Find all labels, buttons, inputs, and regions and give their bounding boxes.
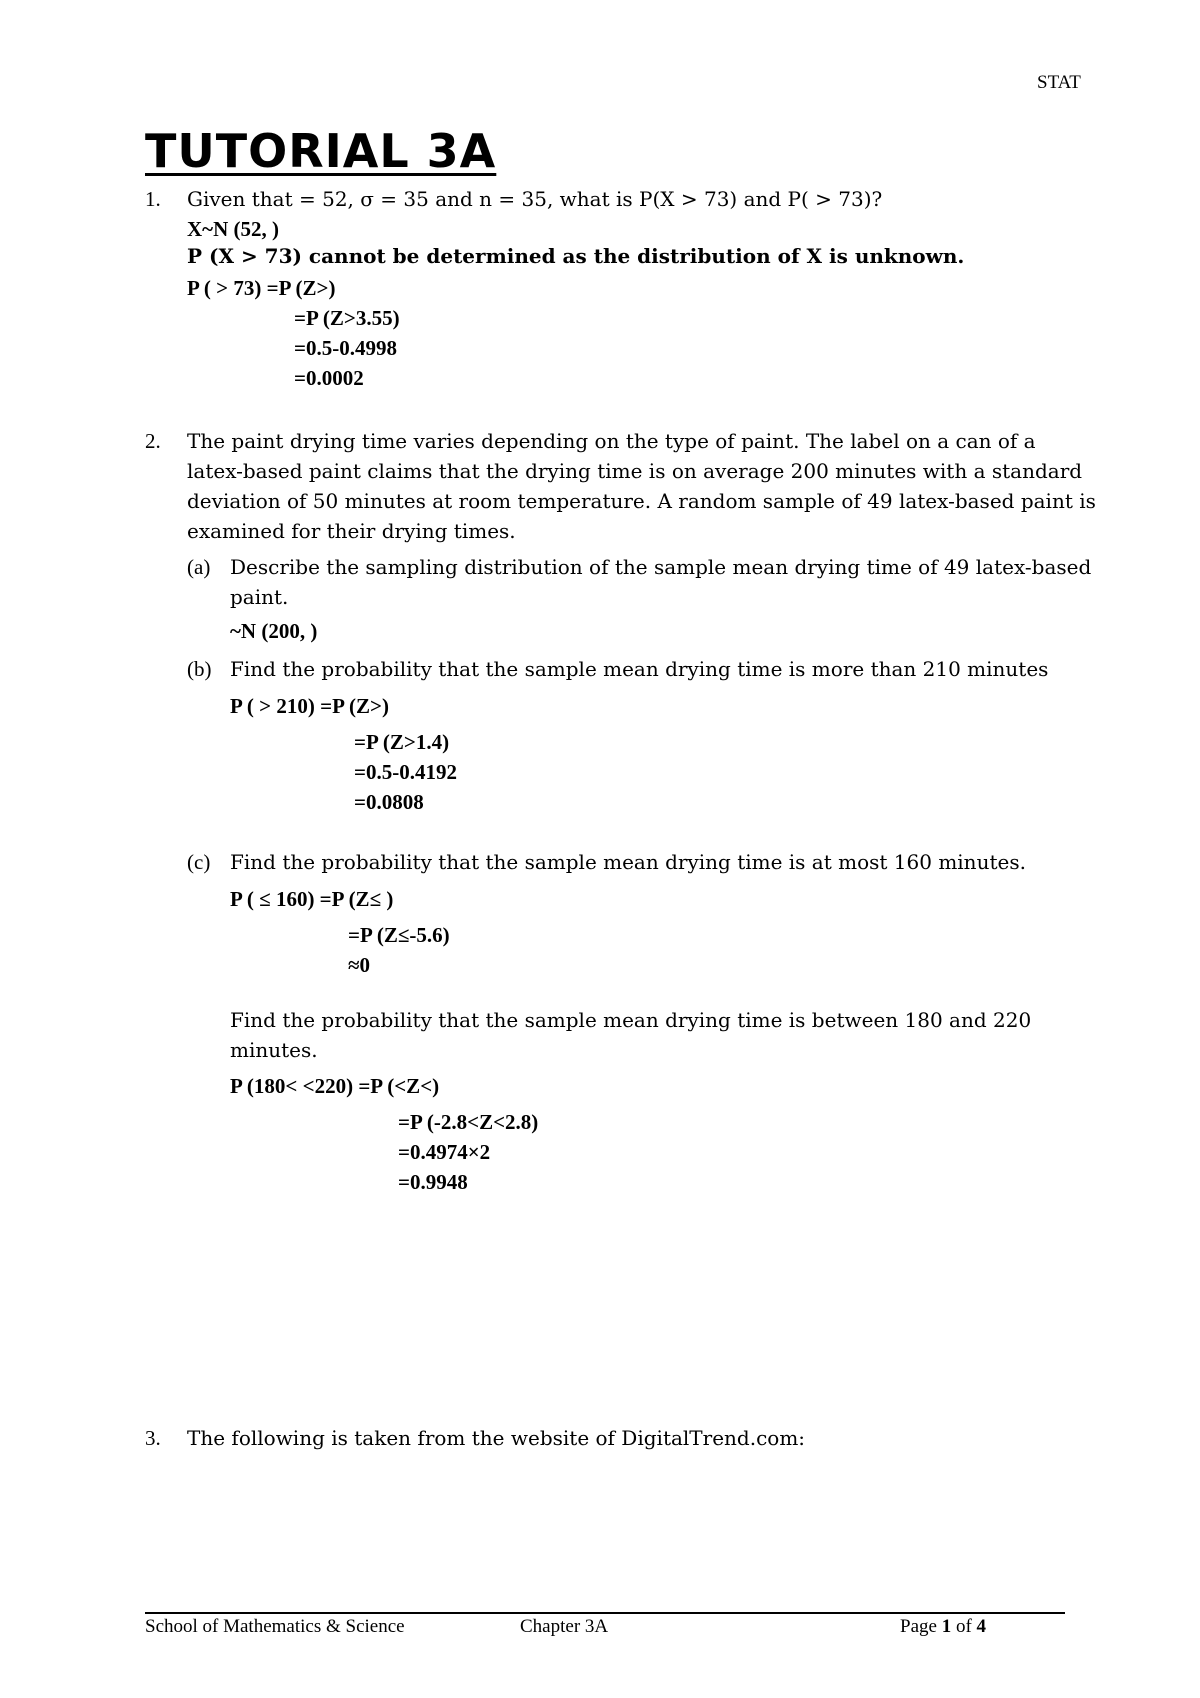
- q2a-line: Describe the sampling distribution of the sample mean drying time of 49 latex-based: [230, 555, 1092, 579]
- q2d-work-line: P (180< <220) =P (<Z<): [230, 1074, 440, 1098]
- q2d-line: Find the probability that the sample mean drying time is between 180 and 220: [230, 1008, 1032, 1032]
- q2b-label: (b): [187, 657, 212, 681]
- q3-text: The following is taken from the website of DigitalTrend.com:: [187, 1426, 806, 1450]
- header-label: STAT: [1037, 72, 1081, 93]
- q2-line: deviation of 50 minutes at room temperature. A random sample of 49 latex-based paint is: [187, 489, 1096, 513]
- q2d-work-line: =0.4974×2: [398, 1140, 491, 1164]
- q2b-work-line: =P (Z>1.4): [354, 730, 450, 754]
- q2-line: The paint drying time varies depending on the type of paint. The label on a can of a: [187, 429, 1036, 453]
- q1-note: P (X > 73) cannot be determined as the distribution of X is unknown.: [187, 244, 965, 268]
- q2b-work-line: =0.5-0.4192: [354, 760, 457, 784]
- q1-work-line: P ( > 73) =P (Z>): [187, 276, 336, 300]
- q2b-work-line: P ( > 210) =P (Z>): [230, 694, 389, 718]
- q1-work-line: =0.0002: [294, 366, 364, 390]
- q2d-work-line: =P (-2.8<Z<2.8): [398, 1110, 539, 1134]
- footer-school: School of Mathematics & Science: [145, 1616, 405, 1637]
- q2b-work-line: =0.0808: [354, 790, 424, 814]
- q2d-work-line: =0.9948: [398, 1170, 468, 1194]
- q2a-line: paint.: [230, 585, 289, 609]
- q1-work-line: =0.5-0.4998: [294, 336, 397, 360]
- q2-line: latex-based paint claims that the drying time is on average 200 minutes with a standard: [187, 459, 1083, 483]
- q1-work-line: =P (Z>3.55): [294, 306, 400, 330]
- footer-chapter: Chapter 3A: [520, 1616, 609, 1637]
- footer-page-number: [900, 1616, 986, 1638]
- q1-text: Given that = 52, σ = 35 and n = 35, what is P(X > 73) and P( > 73)?: [187, 187, 883, 211]
- q2-line: examined for their drying times.: [187, 519, 516, 543]
- q3-number: 3.: [145, 1426, 161, 1450]
- page-title: TUTORIAL 3A: [145, 124, 497, 178]
- footer-page-prefix: Page: [900, 1616, 942, 1637]
- q2c-work-line: =P (Z≤-5.6): [348, 923, 450, 947]
- q2a-label: (a): [187, 555, 211, 579]
- q2c-label: (c): [187, 850, 211, 874]
- q2a-answer: ~N (200, ): [230, 619, 318, 643]
- q1-number: 1.: [145, 187, 161, 211]
- footer-page-total: 4: [976, 1616, 987, 1637]
- q1-dist: X~N (52, ): [187, 217, 279, 241]
- q2c-work-line: P ( ≤ 160) =P (Z≤ ): [230, 887, 394, 911]
- q2c-work-line: ≈0: [348, 953, 371, 977]
- q2b-text: Find the probability that the sample mean drying time is more than 210 minutes: [230, 657, 1049, 681]
- q2c-text: Find the probability that the sample mean drying time is at most 160 minutes.: [230, 850, 1026, 874]
- q2-number: 2.: [145, 429, 161, 453]
- q2d-line: minutes.: [230, 1038, 318, 1062]
- footer-page-current: 1: [941, 1616, 952, 1637]
- footer-page-of: of: [951, 1616, 977, 1637]
- footer-divider: [145, 1612, 1065, 1614]
